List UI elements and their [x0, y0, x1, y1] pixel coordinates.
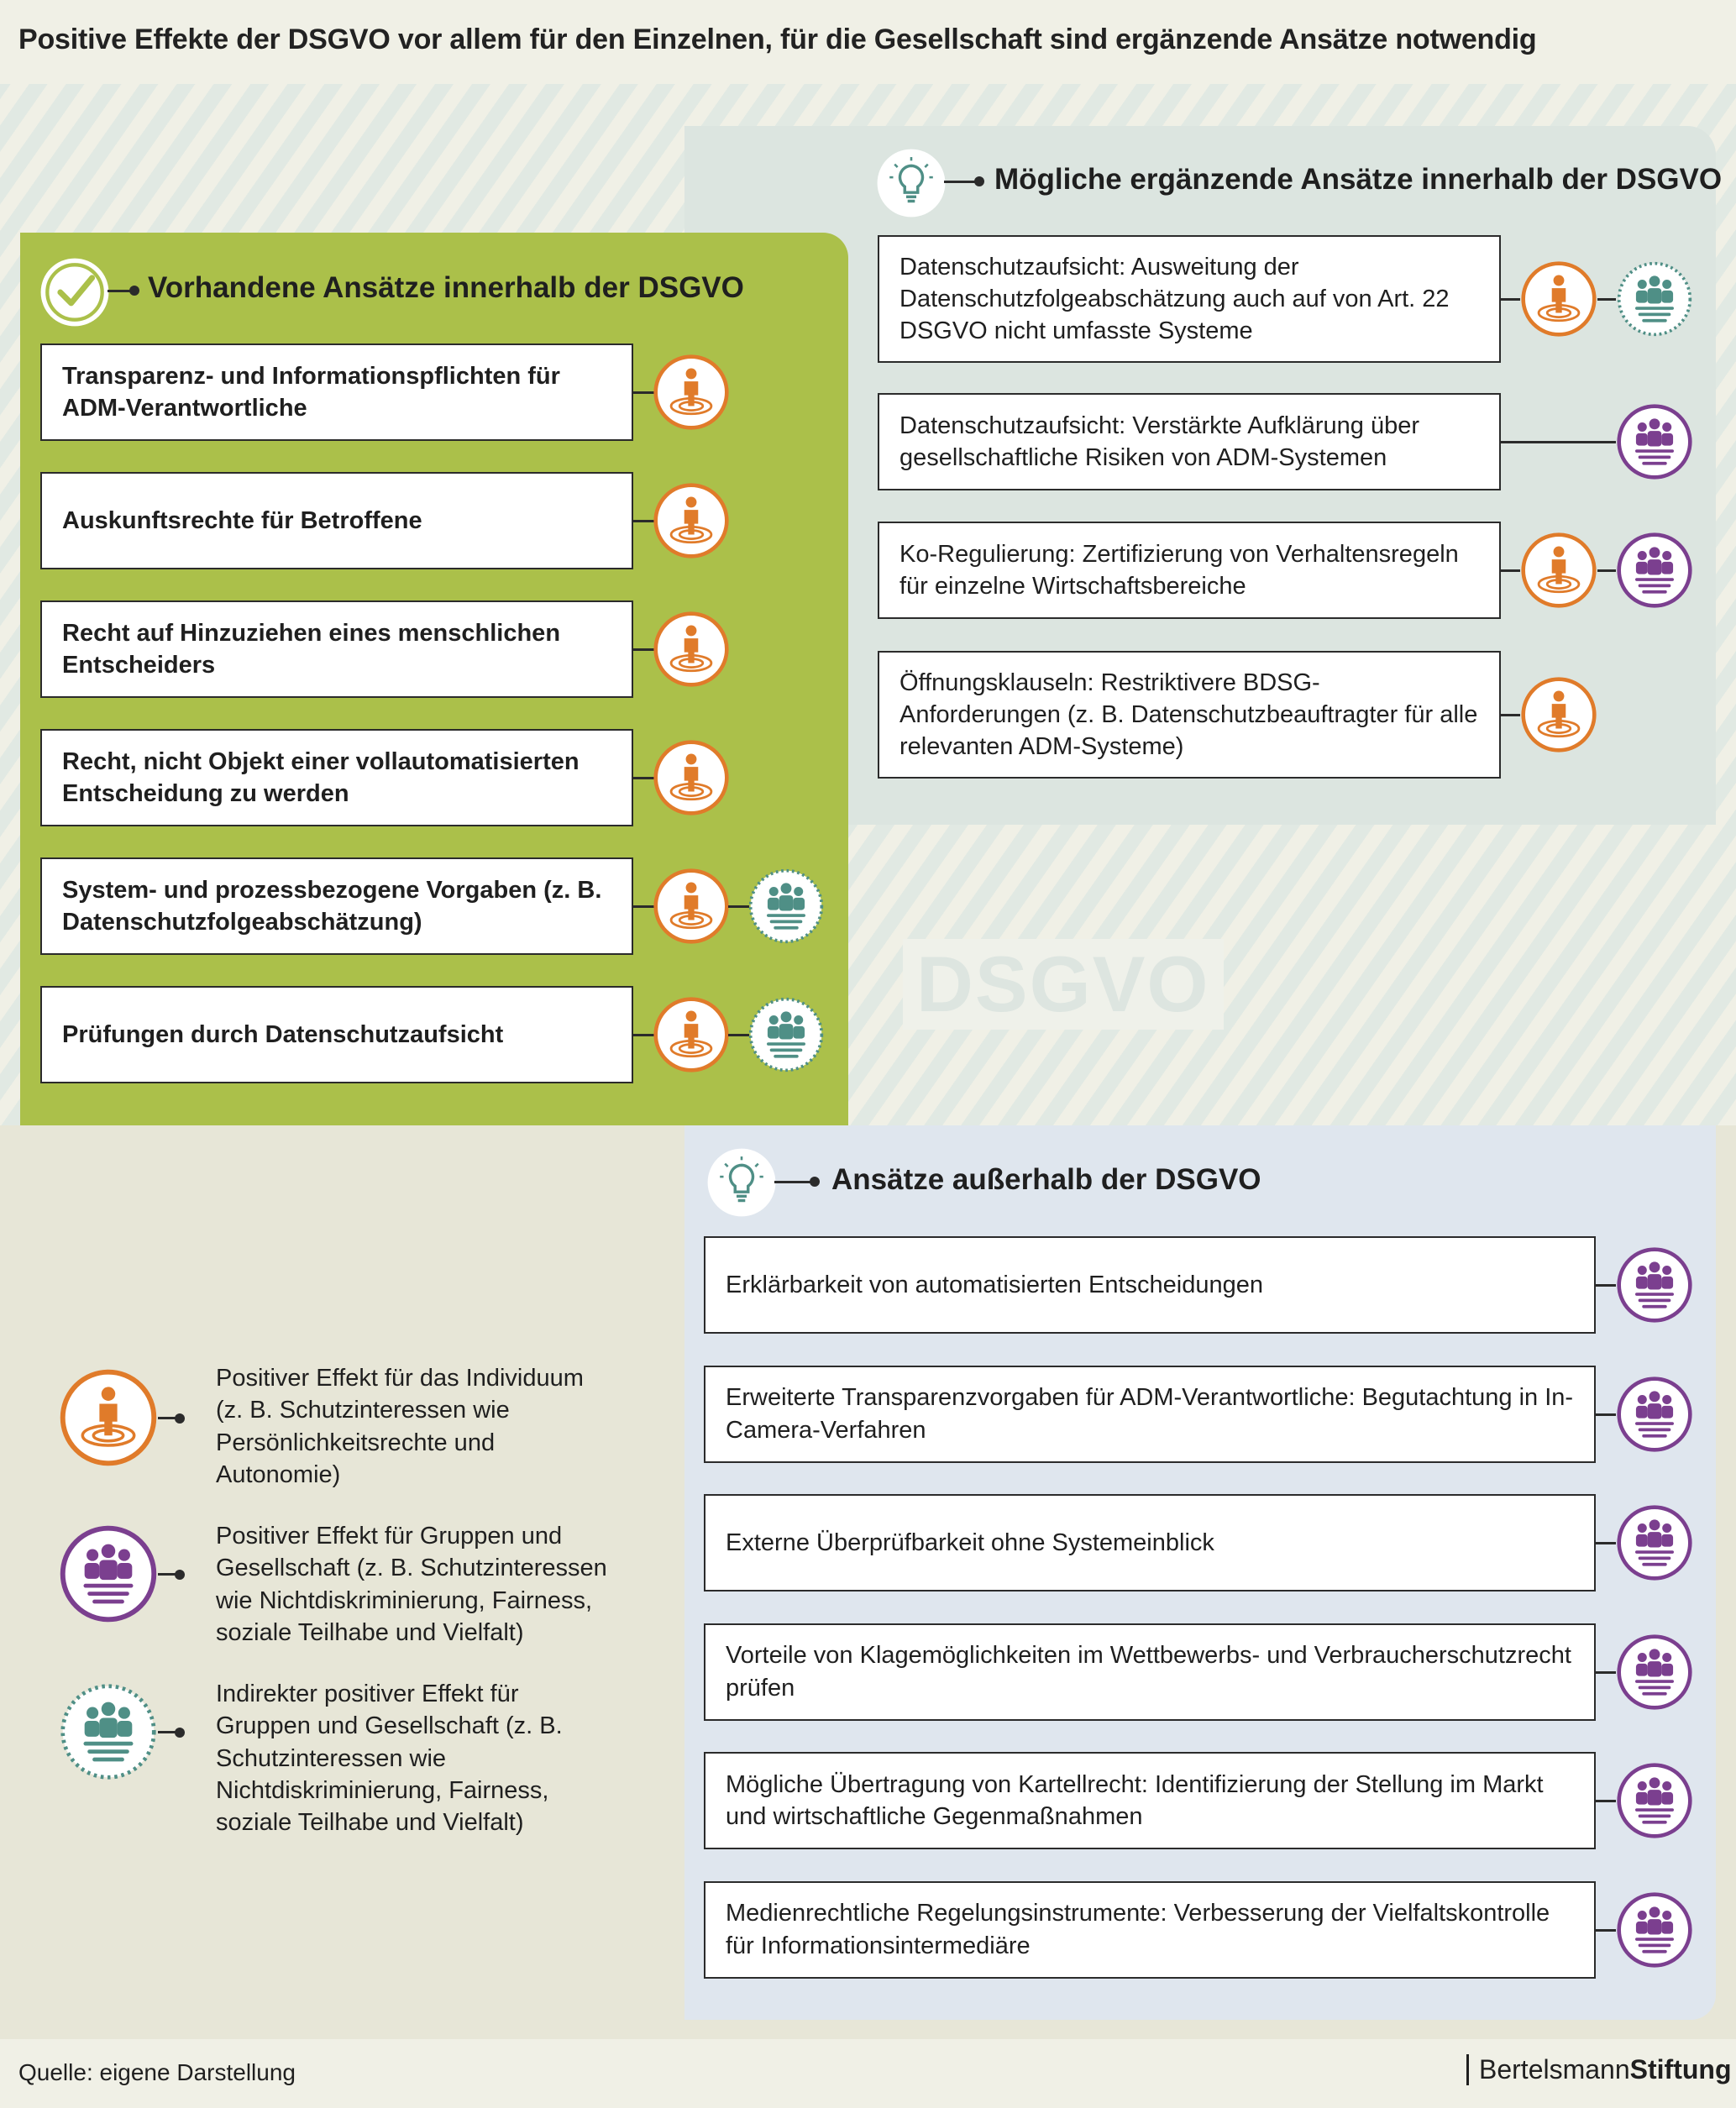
possible-heading: Mögliche ergänzende Ansätze innerhalb der DSGVO — [994, 163, 1723, 196]
icon-icon-connector — [1597, 569, 1616, 572]
legend-text: Positiver Effekt für das Individuum (z. B. Schutzinteressen wie Persönlichkeitsrechte und Autonomie) — [216, 1365, 584, 1488]
possible-approach-box: Datenschutzaufsicht: Ausweitung der Datenschutzfolgeabschätzung auch auf von Art. 22 DSGVO nicht umfasste Systeme — [878, 235, 1501, 363]
individual-effect-icon — [1520, 676, 1597, 753]
individual-effect-icon — [653, 739, 730, 816]
source-note: Quelle: eigene Darstellung — [18, 2059, 296, 2085]
icon-icon-connector — [1597, 298, 1616, 301]
existing-approach-box: Recht auf Hinzuziehen eines menschlichen Entscheiders — [40, 600, 633, 698]
checkmark-icon — [39, 256, 111, 333]
possible-approach-box: Datenschutzaufsicht: Verstärkte Aufklärung über gesellschaftliche Risiken von ADM-Systemen — [878, 393, 1501, 490]
group-effect-icon — [1616, 403, 1693, 480]
dsgvo-watermark: DSGVO — [903, 939, 1224, 1030]
outside-heading: Ansätze außerhalb der DSGVO — [831, 1163, 1261, 1196]
outside-heading-dot — [810, 1177, 820, 1187]
lightbulb-icon — [705, 1146, 778, 1223]
brand-light: Bertelsmann — [1479, 2054, 1630, 2084]
individual-effect-icon — [653, 868, 730, 945]
box-icon-connector — [1501, 441, 1616, 443]
outside-approach-box: Vorteile von Klagemöglichkeiten im Wettbewerbs- und Verbraucherschutzrecht prüfen — [704, 1623, 1596, 1721]
box-icon-connector — [1596, 1413, 1616, 1416]
brand-bold: Stiftung — [1629, 2054, 1732, 2084]
box-icon-connector — [1501, 298, 1520, 301]
individual-effect-icon — [653, 482, 730, 559]
icon-icon-connector — [728, 905, 749, 908]
legend-group-icon — [59, 1524, 158, 1623]
possible-approach-box: Ko-Regulierung: Zertifizierung von Verhaltensregeln für einzelne Wirtschaftsbereiche — [878, 522, 1501, 619]
individual-effect-icon — [1520, 260, 1597, 338]
existing-approach-box: Auskunftsrechte für Betroffene — [40, 472, 633, 569]
existing-approach-box: Recht, nicht Objekt einer vollautomatisierten Entscheidung zu werden — [40, 729, 633, 826]
box-icon-connector — [1596, 1800, 1616, 1802]
page-title: Positive Effekte der DSGVO vor allem für den Einzelnen, für die Gesellschaft sind ergänzende Ansätze notwendig — [18, 24, 1537, 55]
individual-effect-icon — [653, 996, 730, 1073]
legend-indirect-icon — [59, 1682, 158, 1781]
existing-approach-box: Prüfungen durch Datenschutzaufsicht — [40, 986, 633, 1083]
group-effect-icon — [1616, 532, 1693, 609]
outside-approach-box: Externe Überprüfbarkeit ohne Systemeinblick — [704, 1494, 1596, 1591]
legend-dot — [175, 1728, 185, 1738]
legend-dot — [175, 1413, 185, 1424]
lightbulb-icon — [875, 147, 947, 223]
possible-approach-box: Öffnungsklauseln: Restriktivere BDSG-Anforderungen (z. B. Datenschutzbeauftragter für alle relevanten ADM-Systeme) — [878, 651, 1501, 779]
outside-heading-connector — [774, 1181, 815, 1183]
existing-heading-dot — [129, 286, 139, 296]
box-icon-connector — [1501, 569, 1520, 572]
box-icon-connector — [1596, 1542, 1616, 1544]
outside-approach-box: Erweiterte Transparenzvorgaben für ADM-Verantwortliche: Begutachtung in In-Camera-Verfahren — [704, 1366, 1596, 1463]
legend-text: Positiver Effekt für Gruppen und Gesellschaft (z. B. Schutzinteressen wie Nichtdiskriminierung, Fairness, soziale Teilhabe und Vielfalt) — [216, 1523, 607, 1646]
box-icon-connector — [1596, 1929, 1616, 1932]
indirect-effect-icon — [747, 868, 825, 945]
legend-individual-icon — [59, 1368, 158, 1467]
group-effect-icon — [1616, 1504, 1693, 1581]
box-icon-connector — [1596, 1671, 1616, 1674]
individual-effect-icon — [1520, 532, 1597, 609]
group-effect-icon — [1616, 1762, 1693, 1839]
outside-approach-box: Medienrechtliche Regelungsinstrumente: Verbesserung der Vielfaltskontrolle für Informationsintermediäre — [704, 1881, 1596, 1979]
individual-effect-icon — [653, 354, 730, 431]
group-effect-icon — [1616, 1633, 1693, 1711]
possible-heading-dot — [974, 176, 984, 186]
group-effect-icon — [1616, 1246, 1693, 1324]
legend-text: Indirekter positiver Effekt für Gruppen und Gesellschaft (z. B. Schutzinteressen wie Nichtdiskriminierung, Fairness, soziale Teilhabe und Vielfalt) — [216, 1681, 563, 1837]
outside-approach-box: Mögliche Übertragung von Kartellrecht: Identifizierung der Stellung im Markt und wirtschaftliche Gegenmaßnahmen — [704, 1752, 1596, 1849]
box-icon-connector — [1501, 714, 1520, 716]
group-effect-icon — [1616, 1891, 1693, 1969]
indirect-effect-icon — [1616, 260, 1693, 338]
legend-dot — [175, 1570, 185, 1580]
individual-effect-icon — [653, 611, 730, 688]
existing-approach-box: Transparenz- und Informationspflichten für ADM-Verantwortliche — [40, 343, 633, 441]
box-icon-connector — [1596, 1284, 1616, 1287]
indirect-effect-icon — [747, 996, 825, 1073]
existing-approach-box: System- und prozessbezogene Vorgaben (z. B. Datenschutzfolgeabschätzung) — [40, 857, 633, 955]
outside-approach-box: Erklärbarkeit von automatisierten Entscheidungen — [704, 1236, 1596, 1334]
existing-heading: Vorhandene Ansätze innerhalb der DSGVO — [148, 271, 744, 304]
brand-logo — [1466, 2054, 1731, 2085]
icon-icon-connector — [728, 1034, 749, 1036]
group-effect-icon — [1616, 1376, 1693, 1453]
